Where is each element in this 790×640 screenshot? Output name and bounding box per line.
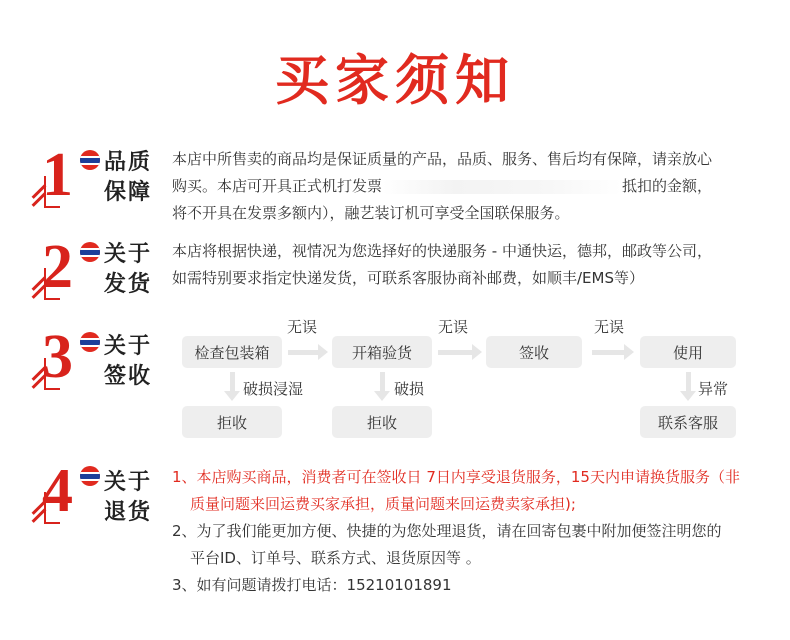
flow-ok-label: 无误 — [438, 318, 469, 336]
flow-ok-label: 无误 — [594, 318, 625, 336]
section-text: 本店中所售卖的商品均是保证质量的产品，品质、服务、售后均有保障，请亲放心 购买。本店可开具正式机打发票 抵扣的金额， 将不开具在发票多额内），融艺装订机可享受全国联保服务。 — [172, 150, 713, 222]
section-number: 2 — [42, 233, 73, 301]
section-badge-1 — [34, 141, 98, 210]
flow-step-sign: 签收 — [486, 336, 582, 368]
flow-branch-condition: 异常 — [698, 380, 729, 398]
logo-icon — [80, 242, 100, 262]
section-badge-3 — [34, 323, 98, 392]
arrow-right-icon — [438, 347, 482, 357]
section-badge-2 — [34, 233, 98, 302]
section-heading: 关于 退货 — [104, 470, 153, 525]
flow-branch-condition: 破损 — [394, 380, 425, 398]
logo-icon — [80, 466, 100, 486]
blurred-text — [382, 180, 622, 194]
section-badge-4 — [34, 457, 98, 526]
arrow-right-icon — [592, 347, 634, 357]
flow-result-contact-service: 联系客服 — [640, 406, 736, 438]
section-number: 3 — [42, 323, 73, 391]
return-policy-line: 质量问题来回运费买家承担，质量问题来回运费卖家承担); — [190, 495, 576, 513]
section-heading: 关于 签收 — [104, 334, 153, 389]
flow-step-inspect: 开箱验货 — [332, 336, 432, 368]
return-policy-line: 1、本店购买商品，消费者可在签收日 7日内享受退货服务，15天内申请换货服务（非 — [172, 468, 740, 486]
arrow-down-icon — [376, 372, 388, 402]
section-heading: 关于 发货 — [104, 242, 153, 297]
return-note-line: 2、为了我们能更加方便、快捷的为您处理退货，请在回寄包裹中附加便签注明您的 — [172, 522, 722, 540]
section-number: 1 — [42, 141, 73, 209]
arrow-down-icon — [226, 372, 238, 402]
section-text — [172, 464, 764, 599]
flow-ok-label: 无误 — [287, 318, 318, 336]
phone-line: 3、如有问题请拨打电话：15210101891 — [172, 576, 452, 594]
logo-icon — [80, 332, 100, 352]
section-heading: 品质 保障 — [104, 150, 153, 205]
section-number: 4 — [42, 457, 73, 525]
page-title: 买家须知 — [275, 49, 515, 112]
flow-result-reject: 拒收 — [182, 406, 282, 438]
flow-step-check-package: 检查包装箱 — [182, 336, 282, 368]
return-note-line: 平台ID、订单号、联系方式、退货原因等 。 — [190, 549, 481, 567]
arrow-down-icon — [682, 372, 694, 402]
flow-result-reject: 拒收 — [332, 406, 432, 438]
logo-icon — [80, 150, 100, 170]
flow-branch-condition: 破损浸湿 — [243, 380, 304, 398]
section-text: 本店将根据快递，视情况为您选择好的快递服务 - 中通快运，德邦，邮政等公司， 如需特别要求指定快递发货，可联系客服协商补邮费，如顺丰/EMS等） — [172, 242, 712, 287]
arrow-right-icon — [288, 347, 328, 357]
flow-step-use: 使用 — [640, 336, 736, 368]
